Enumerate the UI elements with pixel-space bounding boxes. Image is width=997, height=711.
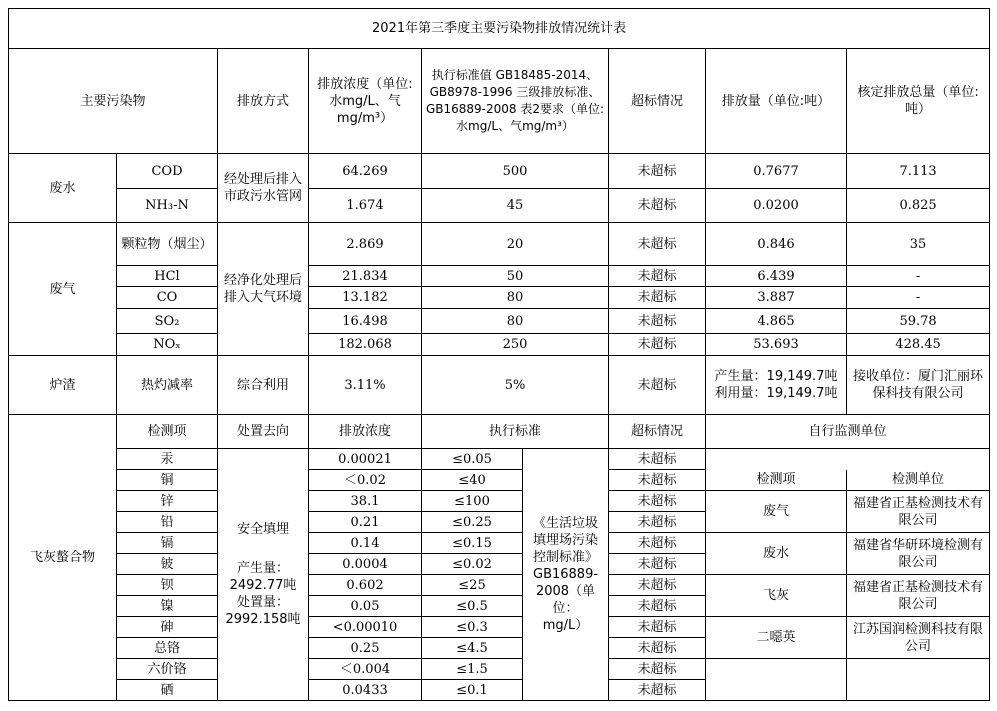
flyash-conc: 0.21 xyxy=(309,512,422,533)
flyash-header-monitor: 自行监测单位 xyxy=(706,415,990,449)
wastegas-item: NOₓ xyxy=(117,334,218,356)
flyash-std: ≤1.5 xyxy=(422,659,523,680)
flyash-standard-name: 《生活垃圾填埋场污染控制标准》GB16889-2008（单位：mg/L） xyxy=(523,449,609,701)
flyash-item: 硒 xyxy=(117,680,218,701)
flyash-status: 未超标 xyxy=(609,491,706,512)
wastegas-std: 250 xyxy=(422,334,609,356)
wastewater-item: COD xyxy=(117,154,218,189)
slag-amount xyxy=(706,356,847,415)
slag-status: 未超标 xyxy=(609,356,706,415)
wastegas-std: 50 xyxy=(422,266,609,287)
header-amount: 排放量（单位:吨） xyxy=(706,49,847,154)
flyash-processed-value: 2992.158吨 xyxy=(225,612,301,627)
flyash-disposal xyxy=(218,449,309,701)
table-row xyxy=(9,659,990,680)
flyash-conc: 0.05 xyxy=(309,596,422,617)
flyash-std: ≤100 xyxy=(422,491,523,512)
flyash-status: 未超标 xyxy=(609,449,706,470)
flyash-item: 砷 xyxy=(117,617,218,638)
flyash-status: 未超标 xyxy=(609,533,706,554)
header-exceed: 超标情况 xyxy=(609,49,706,154)
wastegas-amount: 3.887 xyxy=(706,287,847,309)
flyash-category: 飞灰螯合物 xyxy=(9,415,117,701)
table-row xyxy=(9,189,990,223)
wastegas-item: HCl xyxy=(117,266,218,287)
wastegas-conc: 16.498 xyxy=(309,309,422,334)
wastewater-approved: 0.825 xyxy=(847,189,990,223)
table-title: 2021年第三季度主要污染物排放情况统计表 xyxy=(9,9,990,49)
flyash-std: ≤40 xyxy=(422,470,523,491)
monitor-item: 飞灰 xyxy=(706,575,847,617)
monitor-header-unit: 检测单位 xyxy=(847,470,990,491)
wastegas-item: CO xyxy=(117,287,218,309)
flyash-status: 未超标 xyxy=(609,512,706,533)
wastegas-conc: 182.068 xyxy=(309,334,422,356)
table-row xyxy=(9,334,990,356)
flyash-conc: 0.25 xyxy=(309,638,422,659)
flyash-conc: 38.1 xyxy=(309,491,422,512)
slag-item: 热灼减率 xyxy=(117,356,218,415)
wastegas-status: 未超标 xyxy=(609,287,706,309)
wastegas-amount: 0.846 xyxy=(706,223,847,266)
flyash-header-conc: 排放浓度 xyxy=(309,415,422,449)
flyash-header-disposal: 处置去向 xyxy=(218,415,309,449)
wastewater-amount: 0.7677 xyxy=(706,154,847,189)
slag-std: 5% xyxy=(422,356,609,415)
wastegas-conc: 2.869 xyxy=(309,223,422,266)
wastewater-status: 未超标 xyxy=(609,189,706,223)
flyash-std: ≤0.05 xyxy=(422,449,523,470)
wastegas-item: SO₂ xyxy=(117,309,218,334)
flyash-header-exceed: 超标情况 xyxy=(609,415,706,449)
flyash-conc: 0.14 xyxy=(309,533,422,554)
wastegas-status: 未超标 xyxy=(609,266,706,287)
flyash-header-item: 检测项 xyxy=(117,415,218,449)
flyash-conc: ＜0.02 xyxy=(309,470,422,491)
wastewater-std: 500 xyxy=(422,154,609,189)
flyash-item: 镉 xyxy=(117,533,218,554)
flyash-item: 锌 xyxy=(117,491,218,512)
flyash-status: 未超标 xyxy=(609,470,706,491)
wastegas-method: 经净化处理后排入大气环境 xyxy=(218,223,309,356)
flyash-std: ≤0.3 xyxy=(422,617,523,638)
wastegas-approved: 428.45 xyxy=(847,334,990,356)
wastegas-approved: 59.78 xyxy=(847,309,990,334)
header-pollutant: 主要污染物 xyxy=(9,49,218,154)
slag-receiver: 接收单位：厦门汇丽环保科技有限公司 xyxy=(847,356,990,415)
flyash-item: 铅 xyxy=(117,512,218,533)
wastegas-conc: 13.182 xyxy=(309,287,422,309)
wastegas-category: 废气 xyxy=(9,223,117,356)
table-row xyxy=(9,309,990,334)
flyash-processed-label: 处置量： xyxy=(236,595,289,610)
flyash-std: ≤0.02 xyxy=(422,554,523,575)
flyash-item: 汞 xyxy=(117,449,218,470)
flyash-status: 未超标 xyxy=(609,659,706,680)
wastewater-category: 废水 xyxy=(9,154,117,223)
flyash-item: 铍 xyxy=(117,554,218,575)
monitor-unit: 福建省华研环境检测有限公司 xyxy=(847,533,990,575)
table-row xyxy=(9,356,990,415)
table-row xyxy=(9,617,990,638)
table-row xyxy=(9,533,990,554)
flyash-production-value: 2492.77吨 xyxy=(229,578,297,593)
flyash-conc: <0.00010 xyxy=(309,617,422,638)
table-row xyxy=(9,415,990,449)
wastewater-status: 未超标 xyxy=(609,154,706,189)
flyash-conc: 0.0004 xyxy=(309,554,422,575)
wastegas-std: 20 xyxy=(422,223,609,266)
wastewater-std: 45 xyxy=(422,189,609,223)
table-row xyxy=(9,449,990,470)
flyash-disposal-method: 安全填埋 xyxy=(236,522,289,537)
flyash-status: 未超标 xyxy=(609,554,706,575)
flyash-std: ≤0.1 xyxy=(422,680,523,701)
wastegas-status: 未超标 xyxy=(609,223,706,266)
monitor-item: 废水 xyxy=(706,533,847,575)
monitor-header-item: 检测项 xyxy=(706,470,847,491)
flyash-item: 六价铬 xyxy=(117,659,218,680)
flyash-item: 铜 xyxy=(117,470,218,491)
wastegas-std: 80 xyxy=(422,287,609,309)
monitor-item: 废气 xyxy=(706,491,847,533)
wastewater-amount: 0.0200 xyxy=(706,189,847,223)
wastegas-status: 未超标 xyxy=(609,309,706,334)
wastewater-item: NH₃-N xyxy=(117,189,218,223)
flyash-item: 钡 xyxy=(117,575,218,596)
flyash-header-std: 执行标准 xyxy=(422,415,609,449)
wastewater-conc: 1.674 xyxy=(309,189,422,223)
wastewater-conc: 64.269 xyxy=(309,154,422,189)
flyash-status: 未超标 xyxy=(609,617,706,638)
header-standard: 执行标准值 GB18485-2014、GB8978-1996 三级排放标准、GB16889-2008 表2要求（单位:水mg/L、气mg/m³） xyxy=(422,49,609,154)
monitor-unit: 江苏国润检测科技有限公司 xyxy=(847,617,990,659)
wastegas-amount: 53.693 xyxy=(706,334,847,356)
flyash-item: 镍 xyxy=(117,596,218,617)
header-approved: 核定排放总量（单位:吨） xyxy=(847,49,990,154)
table-row xyxy=(9,154,990,189)
wastegas-item: 颗粒物（烟尘） xyxy=(117,223,218,266)
flyash-std: ≤0.15 xyxy=(422,533,523,554)
flyash-item: 总铬 xyxy=(117,638,218,659)
table-row xyxy=(9,470,990,491)
header-concentration: 排放浓度（单位:水mg/L、气mg/m³） xyxy=(309,49,422,154)
flyash-status: 未超标 xyxy=(609,575,706,596)
flyash-production-label: 产生量： xyxy=(236,561,289,576)
wastegas-std: 80 xyxy=(422,309,609,334)
wastewater-method: 经处理后排入市政污水管网 xyxy=(218,154,309,223)
flyash-conc: ＜0.004 xyxy=(309,659,422,680)
wastegas-approved: - xyxy=(847,287,990,309)
wastegas-conc: 21.834 xyxy=(309,266,422,287)
wastegas-amount: 4.865 xyxy=(706,309,847,334)
slag-method: 综合利用 xyxy=(218,356,309,415)
wastegas-amount: 6.439 xyxy=(706,266,847,287)
wastegas-approved: 35 xyxy=(847,223,990,266)
flyash-std: ≤0.25 xyxy=(422,512,523,533)
flyash-std: ≤0.5 xyxy=(422,596,523,617)
wastegas-approved: - xyxy=(847,266,990,287)
table-row xyxy=(9,491,990,512)
slag-utilization: 利用量：19,149.7吨 xyxy=(714,386,838,401)
wastewater-approved: 7.113 xyxy=(847,154,990,189)
slag-production: 产生量：19,149.7吨 xyxy=(714,369,838,384)
flyash-conc: 0.00021 xyxy=(309,449,422,470)
slag-category: 炉渣 xyxy=(9,356,117,415)
table-row xyxy=(9,223,990,266)
wastegas-status: 未超标 xyxy=(609,334,706,356)
flyash-conc: 0.0433 xyxy=(309,680,422,701)
flyash-status: 未超标 xyxy=(609,596,706,617)
monitor-item: 二噁英 xyxy=(706,617,847,659)
pollutant-table xyxy=(8,8,990,701)
slag-conc: 3.11% xyxy=(309,356,422,415)
flyash-std: ≤4.5 xyxy=(422,638,523,659)
monitor-unit: 福建省正基检测技术有限公司 xyxy=(847,491,990,533)
flyash-status: 未超标 xyxy=(609,638,706,659)
table-row xyxy=(9,287,990,309)
monitor-unit: 福建省正基检测技术有限公司 xyxy=(847,575,990,617)
table-row xyxy=(9,266,990,287)
header-method: 排放方式 xyxy=(218,49,309,154)
flyash-status: 未超标 xyxy=(609,680,706,701)
flyash-conc: 0.602 xyxy=(309,575,422,596)
table-row xyxy=(9,575,990,596)
flyash-std: ≤25 xyxy=(422,575,523,596)
